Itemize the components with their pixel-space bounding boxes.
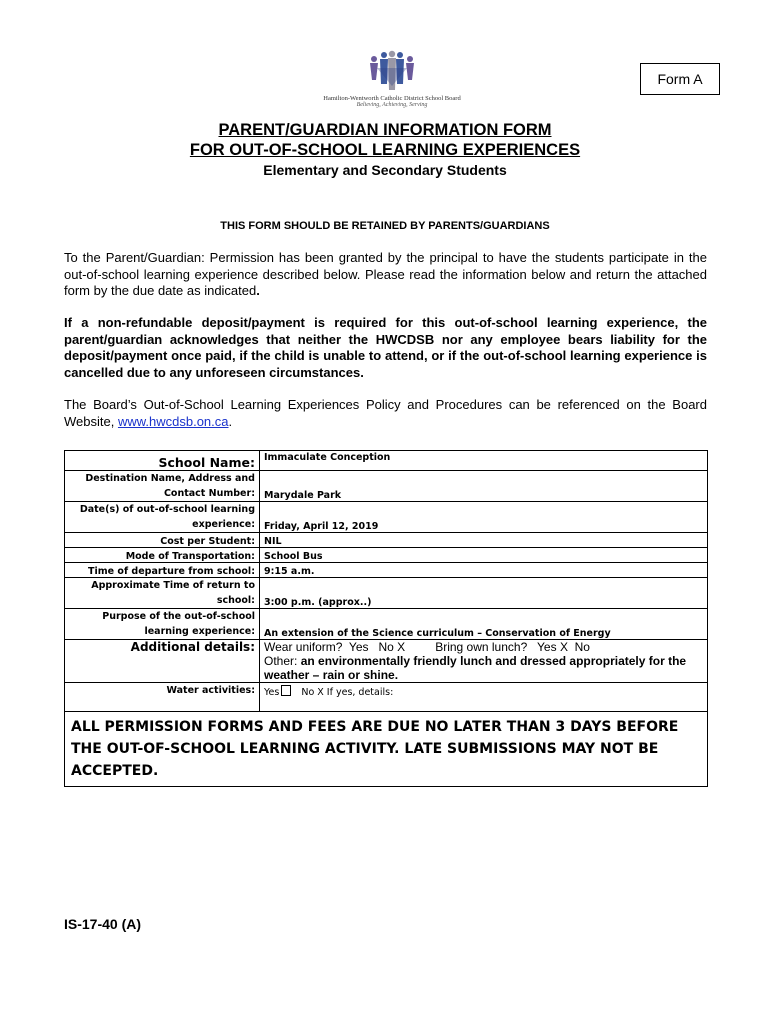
policy-text: The Board’s Out-of-School Learning Experiences Policy and Procedures can be referenced on the Board Website, [64,397,707,429]
dates-value: Friday, April 12, 2019 [260,502,708,533]
destination-label-line2: Contact Number: [163,488,255,499]
other-prefix: Other: [264,654,301,668]
uniform-lunch-line: Wear uniform? Yes No X Bring own lunch? Yes X No [264,640,590,654]
board-motto: Believing, Achieving, Serving [356,102,428,108]
form-subtitle: Elementary and Secondary Students [263,162,507,178]
school-name-value: Immaculate Conception [260,451,708,471]
cost-label: Cost per Student: [65,533,260,548]
table-row [65,548,708,563]
water-activities-value [260,683,708,712]
return-value: 3:00 p.m. (approx..) [260,578,708,609]
transport-value: School Bus [260,548,708,563]
form-label-box: Form A [640,63,720,95]
water-activities-label: Water activities: [65,683,260,712]
table-row [65,578,708,609]
retain-notice: THIS FORM SHOULD BE RETAINED BY PARENTS/GUARDIANS [220,220,550,232]
deadline-notice: ALL PERMISSION FORMS AND FEES ARE DUE NO LATER THAN 3 DAYS BEFORE THE OUT-OF-SCHOOL LEARNING ACTIVITY. LATE SUBMISSIONS MAY NOT BE ACCEPTED. [65,712,708,787]
table-row [65,471,708,502]
dates-label [65,502,260,533]
dates-label-line2: experience: [192,519,255,530]
intro-paragraph [64,250,707,300]
departure-label: Time of departure from school: [65,563,260,578]
water-yes-text: Yes [264,687,280,698]
table-row [65,563,708,578]
purpose-label-line2: learning experience: [144,626,255,637]
policy-period: . [228,413,233,429]
table-row [65,683,708,712]
destination-label-line1: Destination Name, Address and [85,473,255,484]
dates-label-line1: Date(s) of out-of-school learning [79,504,255,515]
additional-details-value [260,640,708,683]
table-row [65,640,708,683]
other-details-text: an environmentally friendly lunch and dressed appropriately for the weather – rain or shine. [264,654,687,682]
transport-label: Mode of Transportation: [65,548,260,563]
return-label [65,578,260,609]
cost-value: NIL [260,533,708,548]
table-row [65,712,708,787]
liability-paragraph: If a non-refundable deposit/payment is required for this out-of-school learning experience, the parent/guardian acknowledges that neither the HWCDSB nor any employee bears liability for the deposit/payment once paid, if the child is unable to attend, or if the out-of-school learning experience is cancelled due to any unforeseen circumstances. [64,315,707,380]
board-name: Hamilton-Wentworth Catholic District School Board [323,95,461,102]
form-title-line2: FOR OUT-OF-SCHOOL LEARNING EXPERIENCES [189,141,581,159]
departure-value: 9:15 a.m. [260,563,708,578]
water-yes-checkbox[interactable] [281,685,291,696]
other-details [264,654,703,682]
purpose-label-line1: Purpose of the out-of-school [102,611,255,622]
water-rest-text: No X If yes, details: [301,687,394,698]
trip-info-table [64,450,708,787]
form-title-line1: PARENT/GUARDIAN INFORMATION FORM [218,121,552,139]
destination-value: Marydale Park [260,471,708,502]
additional-details-label: Additional details: [65,640,260,683]
return-label-line1: Approximate Time of return to [91,580,255,591]
purpose-label [65,609,260,640]
intro-text: To the Parent/Guardian: Permission has been granted by the principal to have the students participate in the out-of-school learning experience described below. Please read the information below and return the attached form by the due date as indicated [64,250,707,298]
destination-label [65,471,260,502]
form-code: IS-17-40 (A) [64,916,142,932]
board-website-link[interactable]: www.hwcdsb.on.ca [117,413,229,429]
table-row [65,533,708,548]
return-label-line2: school: [216,595,255,606]
policy-paragraph [64,397,707,430]
school-name-label: School Name: [65,451,260,471]
purpose-value: An extension of the Science curriculum – Conservation of Energy [260,609,708,640]
board-logo-icon [363,50,421,94]
table-row [65,609,708,640]
board-logo [312,50,472,108]
intro-period: . [256,283,260,298]
table-row [65,502,708,533]
table-row [65,451,708,471]
